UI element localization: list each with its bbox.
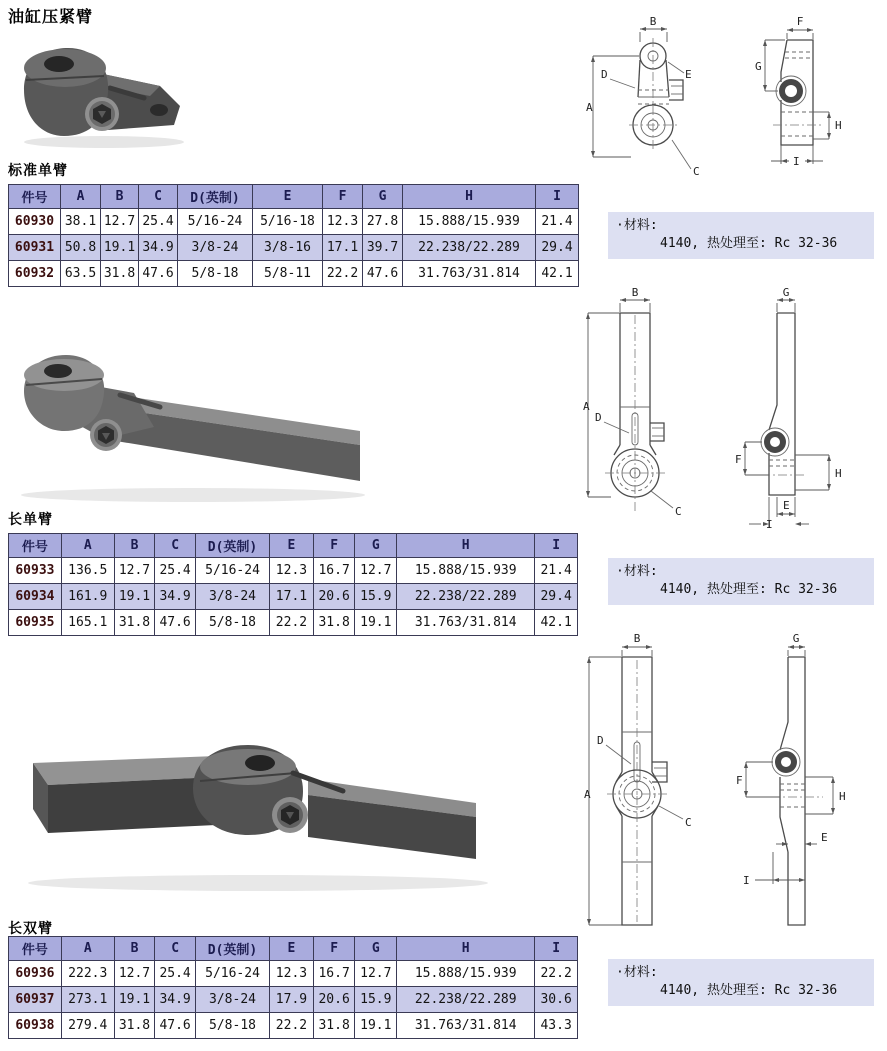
table-cell: 47.6 — [155, 610, 196, 636]
table-cell: 21.4 — [536, 209, 579, 235]
table-cell: 42.1 — [536, 261, 579, 287]
right-arm — [308, 779, 476, 859]
material-note — [608, 558, 874, 605]
col-header-e: E — [270, 534, 314, 558]
col-header-e: E — [253, 185, 323, 209]
section-heading-long-single-arm: 长单臂 — [8, 511, 53, 527]
col-header-i: I — [536, 185, 579, 209]
table-cell: 15.888/15.939 — [403, 209, 536, 235]
table-cell: 12.3 — [323, 209, 363, 235]
col-header-part: 件号 — [9, 185, 61, 209]
table-cell: 17.1 — [270, 584, 314, 610]
table-row — [9, 558, 578, 584]
clamp-boss — [24, 355, 104, 431]
table-cell: 47.6 — [363, 261, 403, 287]
col-header-i: I — [535, 937, 578, 961]
table-cell: 29.4 — [536, 235, 579, 261]
col-header-b: B — [101, 185, 139, 209]
col-header-b: B — [114, 534, 155, 558]
table-cell: 16.7 — [313, 961, 355, 987]
table-cell: 22.2 — [270, 1013, 314, 1039]
part-number-cell: 60931 — [9, 235, 61, 261]
page-title: 油缸压紧臂 — [8, 9, 94, 26]
table-row — [9, 987, 578, 1013]
part-number-cell: 60937 — [9, 987, 62, 1013]
material-value: 4140, 热处理至: Rc 32-36 — [660, 236, 838, 251]
table-cell: 22.238/22.289 — [403, 235, 536, 261]
table-cell: 15.9 — [355, 987, 397, 1013]
table-cell: 12.3 — [270, 558, 314, 584]
table-row — [9, 584, 578, 610]
col-header-g: G — [363, 185, 403, 209]
material-note — [608, 212, 874, 259]
bore-hole — [245, 755, 275, 771]
table-cell: 136.5 — [61, 558, 114, 584]
material-value: 4140, 热处理至: Rc 32-36 — [660, 983, 838, 998]
table-cell: 63.5 — [61, 261, 101, 287]
side-view — [736, 632, 846, 925]
table-cell: 17.1 — [323, 235, 363, 261]
spec-table-long-single-arm — [8, 533, 578, 636]
dimension-drawing-long-double-arm — [583, 622, 883, 930]
table-cell: 50.8 — [61, 235, 101, 261]
material-value: 4140, 热处理至: Rc 32-36 — [660, 582, 838, 597]
table-cell: 31.763/31.814 — [397, 610, 535, 636]
long-single-arm-render — [8, 333, 370, 505]
table-cell: 16.7 — [313, 558, 355, 584]
table-cell: 5/8-18 — [195, 610, 269, 636]
dim-label-i: I — [766, 518, 773, 531]
dim-label-h: H — [835, 119, 842, 132]
table-cell: 30.6 — [535, 987, 578, 1013]
col-header-f: F — [313, 937, 355, 961]
header-row — [9, 185, 579, 209]
dim-label-i: I — [793, 155, 800, 168]
col-header-d: D(英制) — [195, 534, 269, 558]
tip-hole — [150, 104, 168, 116]
table-cell: 165.1 — [61, 610, 114, 636]
table-cell: 22.238/22.289 — [397, 987, 535, 1013]
dim-label-a: A — [584, 788, 591, 801]
dim-label-g: G — [755, 60, 762, 73]
part-number-cell: 60938 — [9, 1013, 62, 1039]
table-cell: 25.4 — [155, 961, 196, 987]
table-cell: 15.888/15.939 — [397, 961, 535, 987]
table-cell: 12.7 — [101, 209, 139, 235]
shadow — [28, 875, 488, 891]
table-cell: 19.1 — [114, 987, 155, 1013]
col-header-g: G — [355, 937, 397, 961]
table-cell: 5/8-18 — [178, 261, 253, 287]
col-header-g: G — [355, 534, 397, 558]
section-heading-standard-arm: 标准单臂 — [8, 162, 68, 178]
part-number-cell: 60935 — [9, 610, 62, 636]
front-view — [584, 632, 692, 925]
dim-label-i: I — [743, 874, 750, 887]
socket-screw — [90, 419, 122, 451]
table-cell: 161.9 — [61, 584, 114, 610]
col-header-h: H — [403, 185, 536, 209]
table-cell: 3/8-24 — [195, 987, 269, 1013]
part-number-cell: 60933 — [9, 558, 62, 584]
dim-label-a: A — [586, 101, 593, 114]
table-cell: 5/16-24 — [178, 209, 253, 235]
table-cell: 12.3 — [270, 961, 314, 987]
spec-table-standard-arm — [8, 184, 579, 287]
table-cell: 3/8-24 — [195, 584, 269, 610]
part-number-cell: 60932 — [9, 261, 61, 287]
col-header-part: 件号 — [9, 534, 62, 558]
table-cell: 39.7 — [363, 235, 403, 261]
header-row — [9, 534, 578, 558]
side-view — [735, 286, 842, 531]
material-label: ·材料: — [616, 218, 658, 233]
table-cell: 31.763/31.814 — [403, 261, 536, 287]
table-cell: 20.6 — [313, 584, 355, 610]
dim-label-c: C — [675, 505, 682, 518]
dim-label-c: C — [685, 816, 692, 829]
table-cell: 22.2 — [323, 261, 363, 287]
col-header-part: 件号 — [9, 937, 62, 961]
table-cell: 15.9 — [355, 584, 397, 610]
shadow — [24, 136, 184, 148]
table-cell: 34.9 — [155, 584, 196, 610]
standard-arm-render — [12, 28, 197, 150]
table-cell: 273.1 — [61, 987, 114, 1013]
table-cell: 19.1 — [114, 584, 155, 610]
material-note — [608, 959, 874, 1006]
col-header-f: F — [313, 534, 355, 558]
col-header-h: H — [397, 937, 535, 961]
section-heading-long-double-arm: 长双臂 — [8, 920, 53, 936]
product-photo-standard-arm — [12, 28, 197, 150]
table-row — [9, 961, 578, 987]
long-double-arm-drawing — [583, 622, 883, 930]
table-cell: 43.3 — [535, 1013, 578, 1039]
table-cell: 15.888/15.939 — [397, 558, 535, 584]
dim-label-b: B — [631, 286, 639, 299]
col-header-f: F — [323, 185, 363, 209]
table-cell: 34.9 — [139, 235, 178, 261]
material-label: ·材料: — [616, 564, 658, 579]
dim-label-e: E — [821, 831, 828, 844]
part-number-cell: 60936 — [9, 961, 62, 987]
table-row — [9, 610, 578, 636]
front-view — [586, 15, 700, 178]
standard-arm-drawing — [585, 12, 883, 197]
bore-hole — [44, 364, 72, 378]
table-cell: 222.3 — [61, 961, 114, 987]
table-cell: 12.7 — [114, 961, 155, 987]
table-cell: 5/16-18 — [253, 209, 323, 235]
table-cell: 25.4 — [139, 209, 178, 235]
table-row — [9, 235, 579, 261]
col-header-a: A — [61, 185, 101, 209]
table-cell: 17.9 — [270, 987, 314, 1013]
dim-label-g: G — [782, 286, 790, 299]
table-row — [9, 1013, 578, 1039]
table-row — [9, 261, 579, 287]
product-photo-long-double-arm — [8, 703, 503, 895]
table-cell: 5/8-11 — [253, 261, 323, 287]
table-cell: 22.2 — [535, 961, 578, 987]
dim-label-h: H — [839, 790, 846, 803]
table-cell: 20.6 — [313, 987, 355, 1013]
long-single-arm-drawing — [583, 285, 883, 531]
part-number-cell: 60930 — [9, 209, 61, 235]
table-cell: 22.238/22.289 — [397, 584, 535, 610]
col-header-a: A — [61, 534, 114, 558]
table-cell: 5/16-24 — [195, 558, 269, 584]
col-header-a: A — [61, 937, 114, 961]
product-photo-long-single-arm — [8, 333, 370, 505]
table-cell: 5/16-24 — [195, 961, 269, 987]
dim-label-e: E — [783, 499, 790, 512]
col-header-c: C — [139, 185, 178, 209]
table-cell: 27.8 — [363, 209, 403, 235]
bore-hole — [44, 56, 74, 72]
table-cell: 19.1 — [101, 235, 139, 261]
dim-label-g: G — [792, 632, 800, 645]
table-cell: 21.4 — [535, 558, 578, 584]
table-cell: 19.1 — [355, 610, 397, 636]
table-cell: 31.8 — [313, 1013, 355, 1039]
socket-screw — [85, 97, 119, 131]
table-cell: 42.1 — [535, 610, 578, 636]
col-header-d: D(英制) — [195, 937, 269, 961]
shadow — [21, 488, 365, 502]
dim-label-f: F — [735, 453, 742, 466]
table-cell: 38.1 — [61, 209, 101, 235]
table-cell: 25.4 — [155, 558, 196, 584]
dim-label-a: A — [583, 400, 590, 413]
dim-label-e: E — [685, 68, 692, 81]
dimension-drawing-standard-arm — [585, 12, 883, 197]
header-row — [9, 937, 578, 961]
dim-label-d: D — [595, 411, 602, 424]
table-cell: 34.9 — [155, 987, 196, 1013]
spec-table-long-double-arm — [8, 936, 578, 1039]
table-cell: 3/8-24 — [178, 235, 253, 261]
dim-label-f: F — [736, 774, 743, 787]
dim-label-f: F — [796, 15, 804, 28]
material-label: ·材料: — [616, 965, 658, 980]
table-cell: 3/8-16 — [253, 235, 323, 261]
socket-screw — [272, 797, 308, 833]
long-double-arm-render — [8, 703, 503, 895]
col-header-c: C — [155, 534, 196, 558]
table-cell: 31.8 — [313, 610, 355, 636]
table-cell: 12.7 — [355, 961, 397, 987]
dim-label-d: D — [597, 734, 604, 747]
col-header-e: E — [270, 937, 314, 961]
dim-label-b: B — [633, 632, 641, 645]
table-cell: 31.8 — [114, 610, 155, 636]
dimension-drawing-long-single-arm — [583, 285, 883, 531]
table-cell: 19.1 — [355, 1013, 397, 1039]
dim-label-b: B — [649, 15, 657, 28]
table-cell: 31.8 — [114, 1013, 155, 1039]
table-cell: 12.7 — [355, 558, 397, 584]
col-header-h: H — [397, 534, 535, 558]
table-cell: 279.4 — [61, 1013, 114, 1039]
side-view — [755, 15, 842, 168]
table-cell: 22.2 — [270, 610, 314, 636]
col-header-c: C — [155, 937, 196, 961]
table-cell: 31.763/31.814 — [397, 1013, 535, 1039]
col-header-b: B — [114, 937, 155, 961]
table-cell: 5/8-18 — [195, 1013, 269, 1039]
dim-label-d: D — [601, 68, 608, 81]
col-header-i: I — [535, 534, 578, 558]
table-row — [9, 209, 579, 235]
front-view — [583, 286, 682, 518]
table-cell: 47.6 — [155, 1013, 196, 1039]
table-cell: 47.6 — [139, 261, 178, 287]
part-number-cell: 60934 — [9, 584, 62, 610]
col-header-d: D(英制) — [178, 185, 253, 209]
table-cell: 29.4 — [535, 584, 578, 610]
dim-label-c: C — [693, 165, 700, 178]
dim-label-h: H — [835, 467, 842, 480]
table-cell: 12.7 — [114, 558, 155, 584]
table-cell: 31.8 — [101, 261, 139, 287]
